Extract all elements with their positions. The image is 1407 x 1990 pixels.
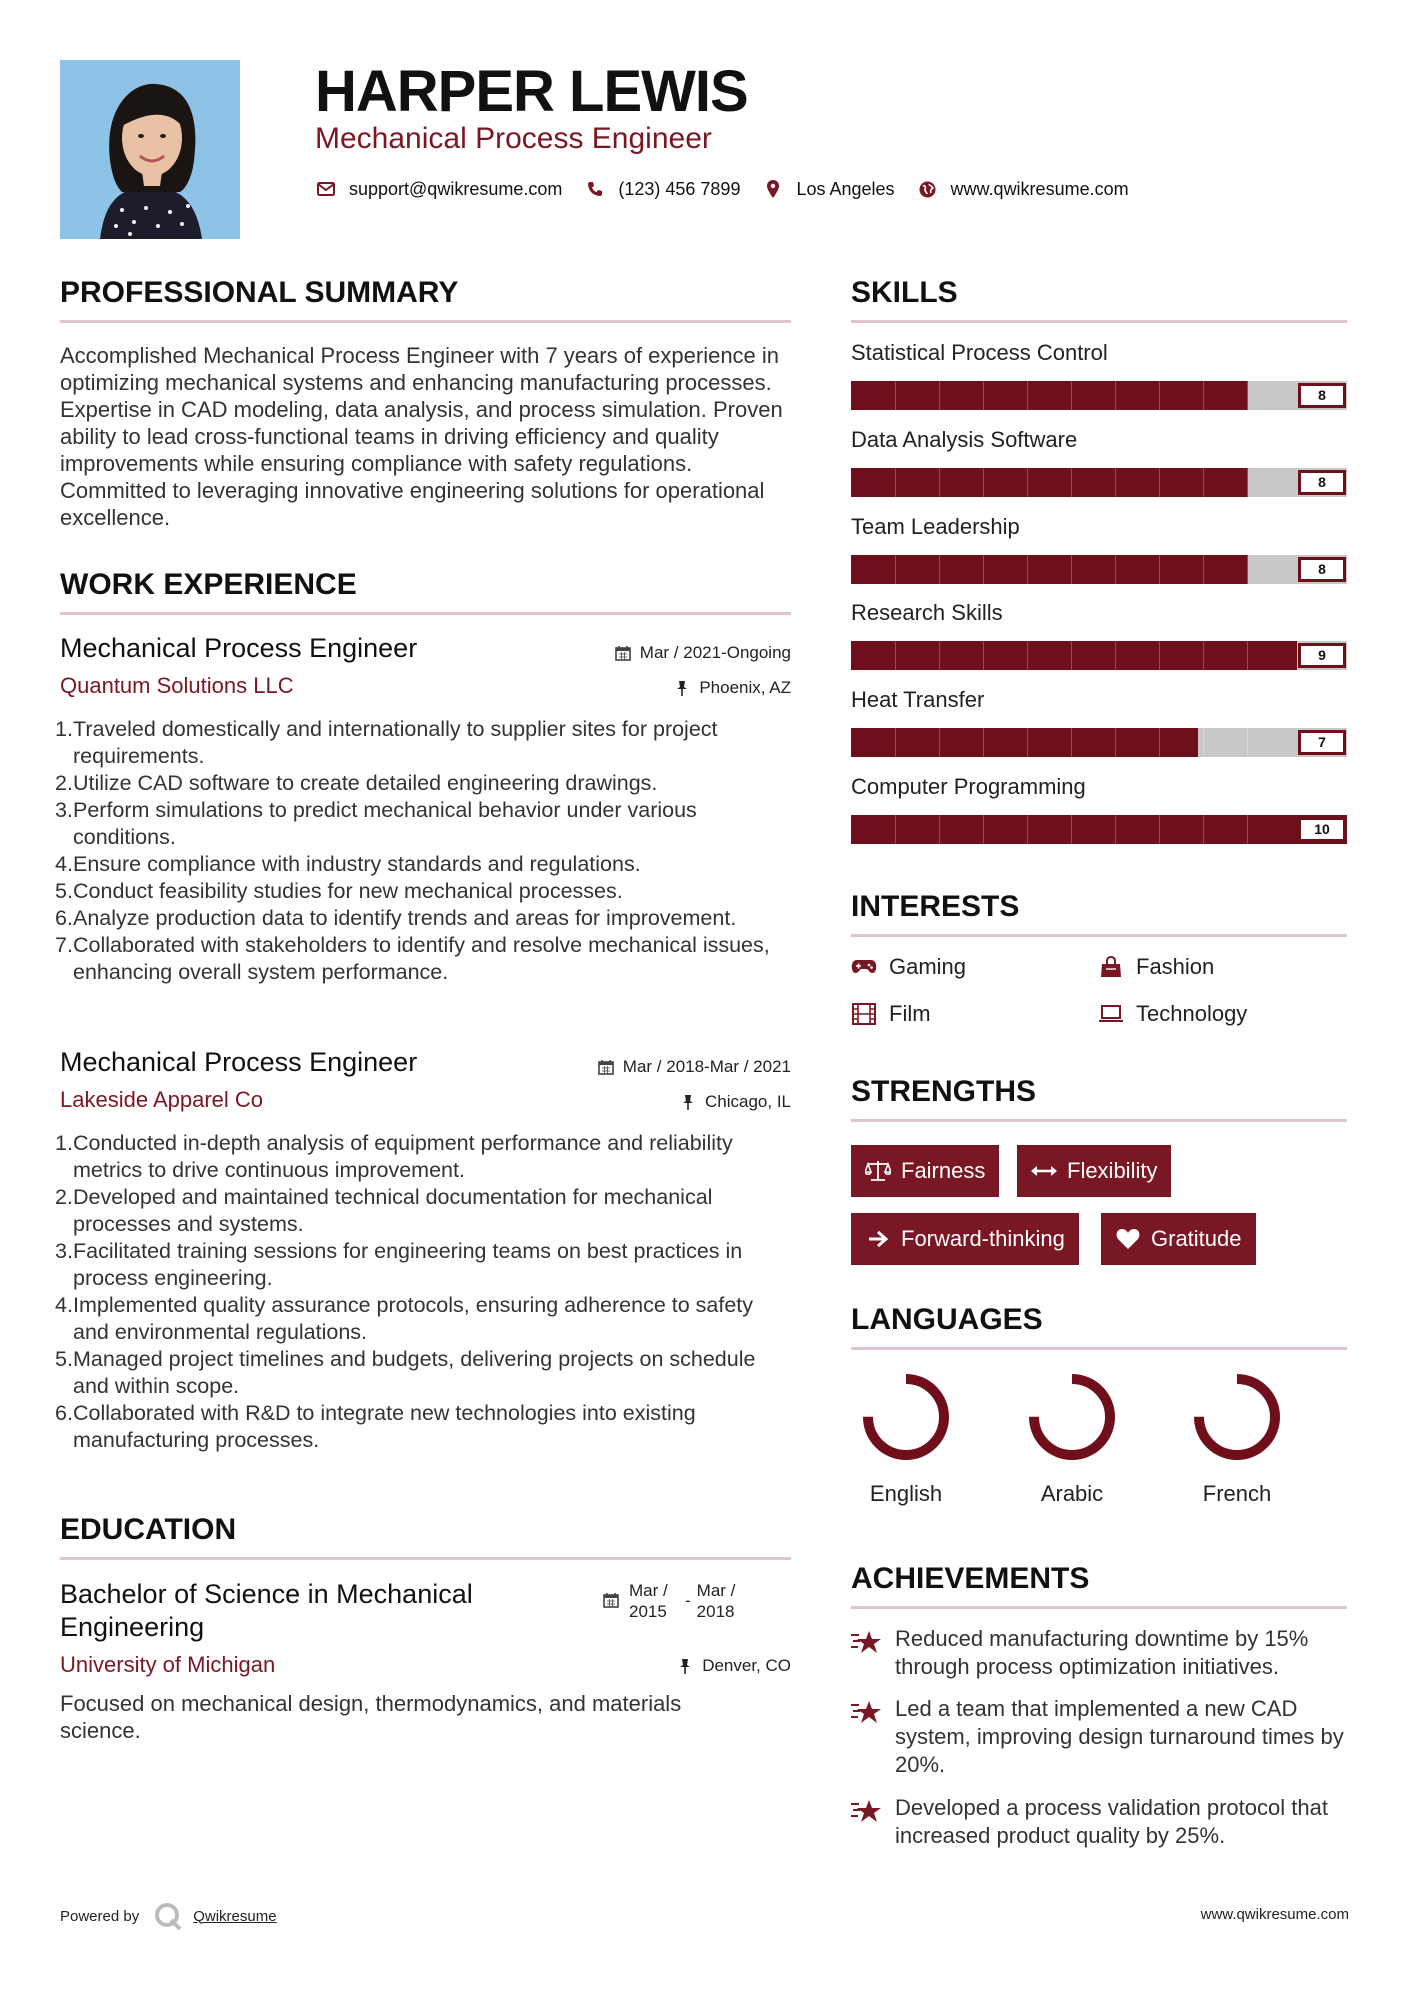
education-location [480,1656,791,1676]
calendar-icon [614,644,632,662]
job-title: Mechanical Process Engineer [60,633,418,663]
skill-bar-segment [1159,815,1160,844]
contact-phone[interactable]: (123) 456 7899 [618,178,741,199]
achievement-text: Developed a process validation protocol that increased product quality by 25%. [895,1795,1328,1848]
job-location-text: Chicago, IL [705,1092,791,1111]
skills-divider [851,320,1347,323]
interest-item [851,954,966,980]
achievements-heading: ACHIEVEMENTS [851,1562,1090,1595]
skill-label: Research Skills [851,600,1003,625]
skill-bar-segment [1071,381,1072,410]
skill-score: 8 [1298,383,1346,408]
skill-bar-segment [1027,381,1028,410]
skill-bar-segment [939,468,940,497]
phone-icon [584,178,606,200]
skill-bar-segment [1027,468,1028,497]
skill-bar-segment [1071,555,1072,584]
skill-bar [851,641,1347,670]
skill-bar-segment [1247,381,1248,410]
summary-heading: PROFESSIONAL SUMMARY [60,276,459,309]
list-item: 4. Ensure compliance with industry standards and regulations. [55,852,641,876]
skill-bar-segment [983,728,984,757]
skill-bar-segment [895,381,896,410]
job-dates-text: Mar / 2021-Ongoing [639,643,791,662]
skill-bar-segment [895,728,896,757]
language-item [1007,1371,1137,1507]
strength-badge [851,1145,999,1197]
strength-badge [1101,1213,1256,1265]
skill-bar-segment [983,641,984,670]
skill-score: 7 [1298,730,1346,755]
strengths-divider [851,1119,1347,1122]
interests-heading: INTERESTS [851,890,1020,923]
envelope-icon [315,178,337,200]
shopping-bag-icon [1098,956,1124,978]
education-divider [60,1557,791,1560]
education-dates [603,1580,747,1622]
footer-url[interactable]: www.qwikresume.com [1200,1906,1349,1923]
skill-label: Heat Transfer [851,687,985,712]
skill-bar-segment [983,815,984,844]
language-name: French [1202,1481,1272,1506]
job-dates [480,1057,791,1077]
achievement-item [851,1625,1351,1681]
strength-label: Forward-thinking [901,1226,1065,1251]
job-title: Mechanical Process Engineer [60,1047,418,1077]
education-description: Focused on mechanical design, thermodynamics, and materials science. [60,1691,682,1743]
contact-row [315,178,1151,200]
skill-label: Statistical Process Control [851,340,1108,365]
skill-bar-segment [1247,555,1248,584]
skill-bar-segment [1027,641,1028,670]
achievement-text: Led a team that implemented a new CAD system, improving design turnaround times by 20%. [895,1696,1344,1777]
interest-item [1098,1001,1247,1027]
pushpin-icon [673,679,691,697]
contact-website[interactable]: www.qwikresume.com [950,178,1129,199]
list-item: 1. Traveled domestically and internationally to supplier sites for project requirements. [55,717,718,768]
school-name: University of Michigan [60,1652,276,1677]
experience-heading: WORK EXPERIENCE [60,568,357,601]
skill-bar-segment [1071,728,1072,757]
candidate-name: HARPER LEWIS [315,59,748,124]
film-icon [851,1003,877,1025]
skill-bar-segment [1027,728,1028,757]
list-item: 1. Conducted in-depth analysis of equipment performance and reliability metrics to drive continuous improvement. [55,1131,733,1182]
star-award-icon [851,1625,895,1681]
skill-bar-segment [1071,641,1072,670]
interest-label: Film [889,1001,931,1026]
list-item: 3. Facilitated training sessions for engineering teams on best practices in process engineering. [55,1239,743,1290]
skill-bar-segment [1203,468,1204,497]
job-location [480,1092,791,1112]
calendar-icon [597,1058,615,1076]
language-gauge-arc [868,1379,944,1455]
language-name: Arabic [1040,1481,1104,1506]
skill-bar-segment [1247,468,1248,497]
education-end: Mar / 2018 [696,1581,736,1621]
calendar-icon [603,1592,621,1610]
summary-text: Accomplished Mechanical Process Engineer with 7 years of experience in optimizing mechanical systems and enhancing manufacturing processes. Expertise in CAD modeling, data analysis, and process simulation. Proven ability to lead cross-functional teams in driving efficiency and quality improvements while ensuring compliance with safety regulations. Committed to leveraging innovative engineering solutions for operational excellence. [60,343,783,530]
language-gauge-arc [1199,1379,1275,1455]
job-dates-text: Mar / 2018-Mar / 2021 [622,1057,791,1076]
skill-bar-segment [1203,381,1204,410]
skill-bar-segment [1247,815,1248,844]
skill-label: Computer Programming [851,774,1086,799]
skill-bar-segment [895,555,896,584]
skill-bar-segment [1071,815,1072,844]
job-dates [480,643,791,663]
arrows-horizontal-icon [1031,1158,1057,1184]
skill-bar-segment [1247,728,1248,757]
skill-bar-fill [851,641,1297,670]
list-item: 5. Managed project timelines and budgets, delivering projects on schedule and within scope. [55,1347,756,1398]
skill-bar-segment [1159,641,1160,670]
interest-label: Gaming [889,954,967,979]
list-item: 2. Utilize CAD software to create detailed engineering drawings. [55,771,658,795]
skill-bar-segment [1159,381,1160,410]
skill-bar-segment [1247,641,1248,670]
skill-bar [851,381,1347,410]
skill-score: 9 [1298,643,1346,668]
skill-bar-segment [1203,641,1204,670]
skill-bar [851,468,1347,497]
strength-label: Flexibility [1067,1158,1158,1183]
skill-label: Team Leadership [851,514,1020,539]
company-name: Lakeside Apparel Co [60,1087,264,1112]
skill-bar-segment [1115,555,1116,584]
footer-powered-by [60,1902,277,1930]
degree-title: Bachelor of Science in Mechanical Engineering [60,1579,473,1642]
skill-bar-segment [895,641,896,670]
languages-divider [851,1347,1347,1350]
pushpin-icon [676,1657,694,1675]
gamepad-icon [851,956,877,978]
education-dash: - [685,1591,691,1610]
strength-label: Gratitude [1151,1226,1242,1251]
skill-bar-segment [1115,815,1116,844]
skill-bar-fill [851,728,1198,757]
strengths-heading: STRENGTHS [851,1075,1037,1108]
strength-badge [851,1213,1079,1265]
star-award-icon [851,1695,895,1779]
education-location-text: Denver, CO [702,1656,791,1675]
language-gauge [1026,1371,1118,1463]
skill-bar-segment [895,468,896,497]
list-item: 6. Collaborated with R&D to integrate new technologies into existing manufacturing processes. [55,1401,696,1452]
skill-bar-segment [1115,728,1116,757]
strength-label: Fairness [901,1158,986,1183]
interest-label: Technology [1136,1001,1248,1026]
skill-bar-segment [1115,468,1116,497]
skill-bar-segment [1027,555,1028,584]
skills-heading: SKILLS [851,276,958,309]
skill-bar-segment [983,468,984,497]
skill-bar-segment [1071,468,1072,497]
achievements-divider [851,1606,1347,1609]
language-gauge-arc [1034,1379,1110,1455]
strength-badge [1017,1145,1171,1197]
balance-scale-icon [865,1158,891,1184]
skill-bar-segment [1203,728,1204,757]
skill-bar-segment [1203,555,1204,584]
contact-location: Los Angeles [796,178,895,199]
education-start: Mar / 2015 [629,1581,668,1621]
company-name: Quantum Solutions LLC [60,673,294,698]
language-gauge [860,1371,952,1463]
skill-bar-segment [895,815,896,844]
footer-brand-link[interactable]: Qwikresume [193,1907,277,1925]
skill-score: 8 [1298,470,1346,495]
list-item: 2. Developed and maintained technical documentation for mechanical processes and systems. [55,1185,713,1236]
list-item: 5. Conduct feasibility studies for new mechanical processes. [55,879,623,903]
language-name: English [869,1481,943,1506]
powered-by-label: Powered by [60,1907,140,1925]
skill-bar [851,555,1347,584]
languages-heading: LANGUAGES [851,1303,1043,1336]
achievement-item [851,1794,1351,1850]
experience-divider [60,612,791,615]
skill-bar-segment [939,728,940,757]
skill-score: 10 [1298,817,1346,842]
pushpin-icon [679,1093,697,1111]
summary-divider [60,320,791,323]
skill-bar-fill [851,468,1248,497]
skill-bar-segment [1027,815,1028,844]
job-location [480,678,791,698]
job-bullets [55,716,791,986]
education-heading: EDUCATION [60,1513,237,1546]
skill-bar-segment [1159,728,1160,757]
skill-bar-segment [939,381,940,410]
skill-bar-segment [939,641,940,670]
skill-score: 8 [1298,557,1346,582]
star-award-icon [851,1794,895,1850]
skill-bar-segment [1115,381,1116,410]
skill-bar-segment [1203,815,1204,844]
list-item: 7. Collaborated with stakeholders to identify and resolve mechanical issues, enhancing overall system performance. [55,933,770,984]
list-item: 4. Implemented quality assurance protocols, ensuring adherence to safety and environmental regulations. [55,1293,754,1344]
achievement-text: Reduced manufacturing downtime by 15% through process optimization initiatives. [895,1626,1309,1679]
interest-item [1098,954,1214,980]
globe-icon [917,178,939,200]
candidate-title: Mechanical Process Engineer [315,122,712,155]
skill-bar-fill [851,815,1347,844]
language-item [841,1371,971,1507]
skill-bar-segment [939,555,940,584]
list-item: 3. Perform simulations to predict mechanical behavior under various conditions. [55,798,697,849]
achievement-item [851,1695,1351,1779]
skill-bar-fill [851,555,1248,584]
list-item: 6. Analyze production data to identify trends and areas for improvement. [55,906,737,930]
skill-bar-fill [851,381,1248,410]
job-bullets [55,1130,791,1454]
qwikresume-logo-icon [153,1902,183,1930]
interest-item [851,1001,931,1027]
skill-label: Data Analysis Software [851,427,1078,452]
language-gauge [1191,1371,1283,1463]
skill-bar-segment [1115,641,1116,670]
interest-label: Fashion [1136,954,1215,979]
skill-bar-segment [1159,555,1160,584]
laptop-icon [1098,1003,1124,1025]
contact-email[interactable]: support@qwikresume.com [349,178,563,199]
skill-bar [851,728,1347,757]
interests-divider [851,934,1347,937]
skill-bar-segment [939,815,940,844]
map-pin-icon [762,178,784,200]
skill-bar [851,815,1347,844]
skill-bar-segment [1159,468,1160,497]
heart-icon [1115,1226,1141,1252]
arrow-right-icon [865,1226,891,1252]
skill-bar-segment [983,381,984,410]
job-location-text: Phoenix, AZ [699,678,791,697]
profile-photo [60,60,240,239]
language-item [1172,1371,1302,1507]
skill-bar-segment [983,555,984,584]
